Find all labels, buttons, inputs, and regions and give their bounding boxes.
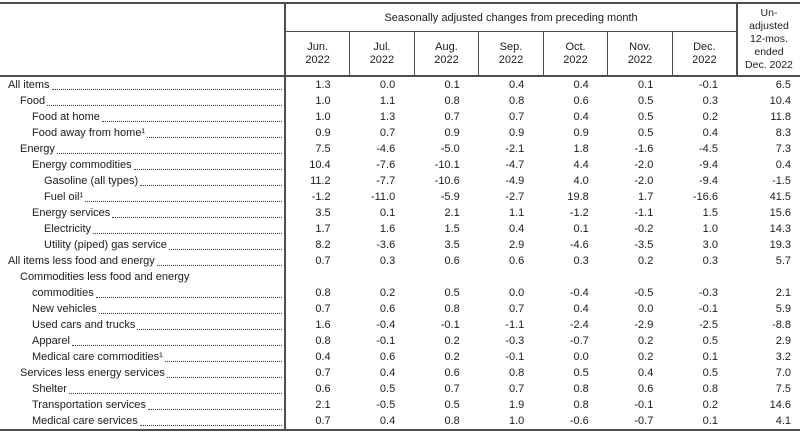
value-cell: 0.2 bbox=[379, 287, 396, 299]
dot-leader bbox=[148, 409, 282, 410]
value-cell: 0.8 bbox=[444, 303, 460, 315]
value-cell: 1.5 bbox=[444, 223, 460, 235]
value-cell: -0.6 bbox=[569, 415, 589, 427]
value-cell: 0.6 bbox=[444, 255, 460, 267]
value-cell: 0.9 bbox=[573, 127, 589, 139]
value-cell-unadjusted: 3.2 bbox=[775, 351, 791, 363]
value-cell: 0.0 bbox=[379, 79, 396, 91]
dot-leader bbox=[169, 249, 282, 250]
value-cell: 1.1 bbox=[379, 95, 396, 107]
value-cell: 0.5 bbox=[379, 383, 396, 395]
table-row bbox=[0, 413, 800, 430]
value-cell: -1.1 bbox=[634, 207, 654, 219]
value-cell: 0.9 bbox=[315, 127, 331, 139]
value-cell-unadjusted: 19.3 bbox=[769, 239, 791, 251]
table-row bbox=[0, 237, 800, 253]
value-cell: 10.4 bbox=[309, 159, 331, 171]
table-row bbox=[0, 141, 800, 157]
value-cell: 0.4 bbox=[379, 415, 396, 427]
value-cell: -9.4 bbox=[698, 159, 718, 171]
value-cell: 1.0 bbox=[315, 111, 331, 123]
row-label: Medical care services bbox=[0, 413, 285, 430]
value-cell: 0.2 bbox=[638, 335, 654, 347]
value-cell: 0.2 bbox=[638, 351, 654, 363]
row-label: Food bbox=[0, 93, 285, 109]
column-header-dec-2022: Dec. 2022 bbox=[672, 32, 737, 77]
table-row bbox=[0, 221, 800, 237]
value-cell: -16.6 bbox=[692, 191, 718, 203]
value-cell: -0.1 bbox=[634, 399, 654, 411]
dot-leader bbox=[99, 313, 282, 314]
value-cell: 0.0 bbox=[508, 287, 525, 299]
row-label: Food at home bbox=[0, 109, 285, 125]
value-cell: -11.0 bbox=[370, 191, 396, 203]
value-cell: 0.5 bbox=[444, 399, 460, 411]
value-cell: 1.8 bbox=[573, 143, 589, 155]
value-cell: 0.6 bbox=[315, 383, 331, 395]
value-cell: -0.1 bbox=[440, 319, 460, 331]
value-cell: 4.0 bbox=[573, 175, 589, 187]
dot-leader bbox=[57, 153, 282, 154]
header-group-row bbox=[0, 3, 800, 32]
unadjusted-column-header: Un- adjusted 12-mos. ended Dec. 2022 bbox=[737, 3, 800, 76]
value-cell: -10.6 bbox=[434, 175, 460, 187]
value-cell: -0.7 bbox=[569, 335, 589, 347]
dot-leader bbox=[102, 121, 282, 122]
value-cell: 0.0 bbox=[638, 303, 654, 315]
row-label: Commodities less food and energy commodities bbox=[0, 269, 285, 301]
row-label: Energy bbox=[0, 141, 285, 157]
value-cell: 11.2 bbox=[310, 175, 331, 187]
value-cell: 19.8 bbox=[567, 191, 589, 203]
value-cell: 0.2 bbox=[444, 335, 460, 347]
table-row bbox=[0, 109, 800, 125]
value-cell: -0.1 bbox=[376, 335, 396, 347]
table-row bbox=[0, 173, 800, 189]
value-cell: 0.4 bbox=[315, 351, 331, 363]
value-cell: 0.6 bbox=[508, 255, 525, 267]
column-header-nov-2022: Nov. 2022 bbox=[608, 32, 673, 77]
value-cell: 1.0 bbox=[702, 223, 718, 235]
value-cell: -2.9 bbox=[634, 319, 654, 331]
row-label: Services less energy services bbox=[0, 365, 285, 381]
value-cell: -0.5 bbox=[376, 399, 396, 411]
value-cell: 0.3 bbox=[702, 255, 718, 267]
value-cell: -4.6 bbox=[376, 143, 396, 155]
row-label: All items less food and energy bbox=[0, 253, 285, 269]
row-label: Utility (piped) gas service bbox=[0, 237, 285, 253]
value-cell: 0.7 bbox=[444, 111, 460, 123]
value-cell-unadjusted: 10.4 bbox=[769, 95, 791, 107]
value-cell: 2.9 bbox=[508, 239, 525, 251]
dot-leader bbox=[52, 89, 283, 90]
value-cell: 0.7 bbox=[315, 415, 331, 427]
value-cell: -9.4 bbox=[698, 175, 718, 187]
value-cell: -5.9 bbox=[440, 191, 460, 203]
value-cell: 0.0 bbox=[573, 351, 589, 363]
table-row bbox=[0, 205, 800, 221]
value-cell-unadjusted: 2.9 bbox=[775, 335, 791, 347]
value-cell-unadjusted: 6.5 bbox=[775, 79, 791, 91]
value-cell: -2.1 bbox=[505, 143, 525, 155]
value-cell: -0.3 bbox=[698, 287, 718, 299]
dot-leader bbox=[157, 265, 282, 266]
value-cell: 0.5 bbox=[444, 287, 460, 299]
table-row bbox=[0, 397, 800, 413]
value-cell: 0.6 bbox=[638, 383, 654, 395]
value-cell: -2.7 bbox=[505, 191, 525, 203]
value-cell: 0.3 bbox=[702, 95, 718, 107]
value-cell: 0.1 bbox=[573, 223, 589, 235]
table-row bbox=[0, 333, 800, 349]
row-label: Medical care commodities¹ bbox=[0, 349, 285, 365]
row-label: All items bbox=[0, 76, 285, 93]
value-cell: 0.3 bbox=[379, 255, 396, 267]
value-cell: 0.8 bbox=[315, 335, 331, 347]
table-row bbox=[0, 125, 800, 141]
value-cell: 3.0 bbox=[702, 239, 718, 251]
value-cell: 0.4 bbox=[638, 367, 654, 379]
value-cell: 0.5 bbox=[702, 335, 718, 347]
value-cell: 0.4 bbox=[573, 111, 589, 123]
value-cell: -4.7 bbox=[505, 159, 525, 171]
value-cell: -2.4 bbox=[569, 319, 589, 331]
value-cell: 8.2 bbox=[315, 239, 331, 251]
value-cell: -2.5 bbox=[698, 319, 718, 331]
value-cell: 7.5 bbox=[315, 143, 331, 155]
value-cell: 0.4 bbox=[573, 79, 589, 91]
value-cell-unadjusted: 0.4 bbox=[775, 159, 791, 171]
column-header-jul-2022: Jul. 2022 bbox=[350, 32, 415, 77]
dot-leader bbox=[72, 345, 282, 346]
value-cell: 0.1 bbox=[444, 79, 460, 91]
value-cell: 1.6 bbox=[315, 319, 331, 331]
value-cell: -4.9 bbox=[505, 175, 525, 187]
value-cell-unadjusted: 5.9 bbox=[775, 303, 791, 315]
value-cell: 0.5 bbox=[573, 367, 589, 379]
value-cell: 0.2 bbox=[638, 255, 654, 267]
value-cell: 0.8 bbox=[444, 415, 460, 427]
value-cell: 0.5 bbox=[638, 95, 654, 107]
value-cell-unadjusted: -1.5 bbox=[772, 175, 791, 187]
value-cell: 1.7 bbox=[638, 191, 654, 203]
dot-leader bbox=[147, 137, 282, 138]
value-cell: 3.5 bbox=[315, 207, 331, 219]
column-header-jun-2022: Jun. 2022 bbox=[285, 32, 350, 77]
value-cell: 3.5 bbox=[444, 239, 460, 251]
value-cell-unadjusted: 7.0 bbox=[775, 367, 791, 379]
row-label: Energy commodities bbox=[0, 157, 285, 173]
value-cell: 0.1 bbox=[702, 415, 718, 427]
value-cell: 1.7 bbox=[315, 223, 331, 235]
value-cell: -7.7 bbox=[376, 175, 396, 187]
value-cell: 1.6 bbox=[379, 223, 396, 235]
value-cell: -0.1 bbox=[505, 351, 525, 363]
row-label: Gasoline (all types) bbox=[0, 173, 285, 189]
cpi-table bbox=[0, 2, 800, 431]
value-cell-unadjusted: 15.6 bbox=[769, 207, 791, 219]
seasonally-adjusted-group-header: Seasonally adjusted changes from preceding month bbox=[285, 3, 737, 32]
column-header-sep-2022: Sep. 2022 bbox=[479, 32, 544, 77]
table-row bbox=[0, 93, 800, 109]
table-row bbox=[0, 189, 800, 205]
dot-leader bbox=[167, 377, 282, 378]
value-cell: 0.7 bbox=[508, 383, 525, 395]
value-cell: 0.6 bbox=[444, 367, 460, 379]
value-cell-unadjusted: -8.8 bbox=[772, 319, 791, 331]
value-cell: -1.6 bbox=[634, 143, 654, 155]
value-cell: -0.3 bbox=[505, 335, 525, 347]
dot-leader bbox=[96, 297, 282, 298]
row-label: Shelter bbox=[0, 381, 285, 397]
value-cell-unadjusted: 41.5 bbox=[769, 191, 791, 203]
stub-header-cell bbox=[0, 3, 285, 76]
value-cell: 0.8 bbox=[573, 399, 589, 411]
value-cell: 1.9 bbox=[508, 399, 525, 411]
value-cell: -2.0 bbox=[634, 159, 654, 171]
value-cell: 0.7 bbox=[315, 303, 331, 315]
value-cell: -4.6 bbox=[569, 239, 589, 251]
value-cell: -10.1 bbox=[434, 159, 460, 171]
value-cell: 0.7 bbox=[444, 383, 460, 395]
value-cell: 0.1 bbox=[379, 207, 396, 219]
table-row bbox=[0, 76, 800, 93]
value-cell: 2.1 bbox=[444, 207, 460, 219]
table-row bbox=[0, 157, 800, 173]
dot-leader bbox=[85, 201, 282, 202]
row-label: Energy services bbox=[0, 205, 285, 221]
value-cell: -3.5 bbox=[634, 239, 654, 251]
row-label: Transportation services bbox=[0, 397, 285, 413]
value-cell: -0.1 bbox=[698, 79, 718, 91]
dot-leader bbox=[93, 233, 282, 234]
value-cell-unadjusted: 5.7 bbox=[775, 255, 791, 267]
value-cell-unadjusted: 7.3 bbox=[775, 143, 791, 155]
value-cell-unadjusted: 8.3 bbox=[775, 127, 791, 139]
value-cell: 0.7 bbox=[315, 255, 331, 267]
value-cell: 0.4 bbox=[508, 223, 525, 235]
row-label: New vehicles bbox=[0, 301, 285, 317]
value-cell-unadjusted: 11.8 bbox=[770, 111, 791, 123]
value-cell: -0.1 bbox=[698, 303, 718, 315]
row-label: Food away from home¹ bbox=[0, 125, 285, 141]
table-row bbox=[0, 365, 800, 381]
value-cell: 0.2 bbox=[444, 351, 460, 363]
value-cell: 4.4 bbox=[573, 159, 589, 171]
dot-leader bbox=[47, 105, 282, 106]
value-cell: 1.3 bbox=[315, 79, 331, 91]
row-label: Apparel bbox=[0, 333, 285, 349]
dot-leader bbox=[140, 425, 282, 426]
value-cell: -1.2 bbox=[311, 191, 331, 203]
value-cell: -0.7 bbox=[634, 415, 654, 427]
value-cell-unadjusted: 14.3 bbox=[769, 223, 791, 235]
value-cell-unadjusted: 2.1 bbox=[775, 287, 791, 299]
value-cell: -0.4 bbox=[569, 287, 589, 299]
value-cell: 1.0 bbox=[315, 95, 331, 107]
value-cell: 0.5 bbox=[638, 111, 654, 123]
value-cell: 0.7 bbox=[508, 111, 525, 123]
value-cell: 0.3 bbox=[573, 255, 589, 267]
value-cell: 1.0 bbox=[508, 415, 525, 427]
value-cell: 0.8 bbox=[315, 287, 331, 299]
value-cell: 2.1 bbox=[315, 399, 331, 411]
value-cell: 0.6 bbox=[379, 303, 396, 315]
row-label: Electricity bbox=[0, 221, 285, 237]
value-cell: -3.6 bbox=[376, 239, 396, 251]
table-body bbox=[0, 76, 800, 430]
value-cell: 0.8 bbox=[702, 383, 718, 395]
value-cell: 0.9 bbox=[444, 127, 460, 139]
dot-leader bbox=[112, 217, 282, 218]
value-cell: 0.8 bbox=[573, 383, 589, 395]
dot-leader bbox=[69, 393, 282, 394]
column-header-oct-2022: Oct. 2022 bbox=[543, 32, 608, 77]
value-cell: 0.4 bbox=[702, 127, 718, 139]
value-cell: 0.8 bbox=[444, 95, 460, 107]
value-cell: 0.7 bbox=[379, 127, 396, 139]
value-cell: 0.6 bbox=[573, 95, 589, 107]
value-cell: 0.2 bbox=[702, 399, 718, 411]
row-label: Used cars and trucks bbox=[0, 317, 285, 333]
value-cell: -0.5 bbox=[634, 287, 654, 299]
value-cell-unadjusted: 14.6 bbox=[769, 399, 791, 411]
value-cell: 0.1 bbox=[638, 79, 654, 91]
table-row bbox=[0, 253, 800, 269]
value-cell: 0.5 bbox=[638, 127, 654, 139]
value-cell: 0.1 bbox=[702, 351, 718, 363]
value-cell: 0.8 bbox=[508, 367, 525, 379]
value-cell: 0.9 bbox=[508, 127, 525, 139]
table-row bbox=[0, 349, 800, 365]
dot-leader bbox=[134, 169, 282, 170]
value-cell: -2.0 bbox=[634, 175, 654, 187]
value-cell-unadjusted: 7.5 bbox=[775, 383, 791, 395]
value-cell: 0.2 bbox=[702, 111, 718, 123]
table-row bbox=[0, 381, 800, 397]
value-cell: 0.7 bbox=[315, 367, 331, 379]
table-row bbox=[0, 317, 800, 333]
value-cell: -0.2 bbox=[634, 223, 654, 235]
table-row bbox=[0, 301, 800, 317]
value-cell: 0.5 bbox=[702, 367, 718, 379]
value-cell: -5.0 bbox=[440, 143, 460, 155]
value-cell: 0.6 bbox=[379, 351, 396, 363]
dot-leader bbox=[165, 361, 282, 362]
value-cell: 0.4 bbox=[508, 79, 525, 91]
column-header-aug-2022: Aug. 2022 bbox=[414, 32, 479, 77]
value-cell: -1.2 bbox=[569, 207, 589, 219]
value-cell: 0.4 bbox=[573, 303, 589, 315]
row-label: Fuel oil¹ bbox=[0, 189, 285, 205]
value-cell: -1.1 bbox=[505, 319, 525, 331]
value-cell: 1.3 bbox=[379, 111, 396, 123]
value-cell: -4.5 bbox=[698, 143, 718, 155]
value-cell: -7.6 bbox=[376, 159, 396, 171]
value-cell: 0.4 bbox=[379, 367, 396, 379]
value-cell: 1.5 bbox=[702, 207, 718, 219]
dot-leader bbox=[140, 185, 282, 186]
value-cell: -0.4 bbox=[376, 319, 396, 331]
value-cell: 0.7 bbox=[508, 303, 525, 315]
value-cell-unadjusted: 4.1 bbox=[775, 415, 791, 427]
dot-leader bbox=[137, 329, 282, 330]
value-cell: 0.8 bbox=[508, 95, 525, 107]
table-row bbox=[0, 269, 800, 301]
value-cell: 1.1 bbox=[508, 207, 525, 219]
